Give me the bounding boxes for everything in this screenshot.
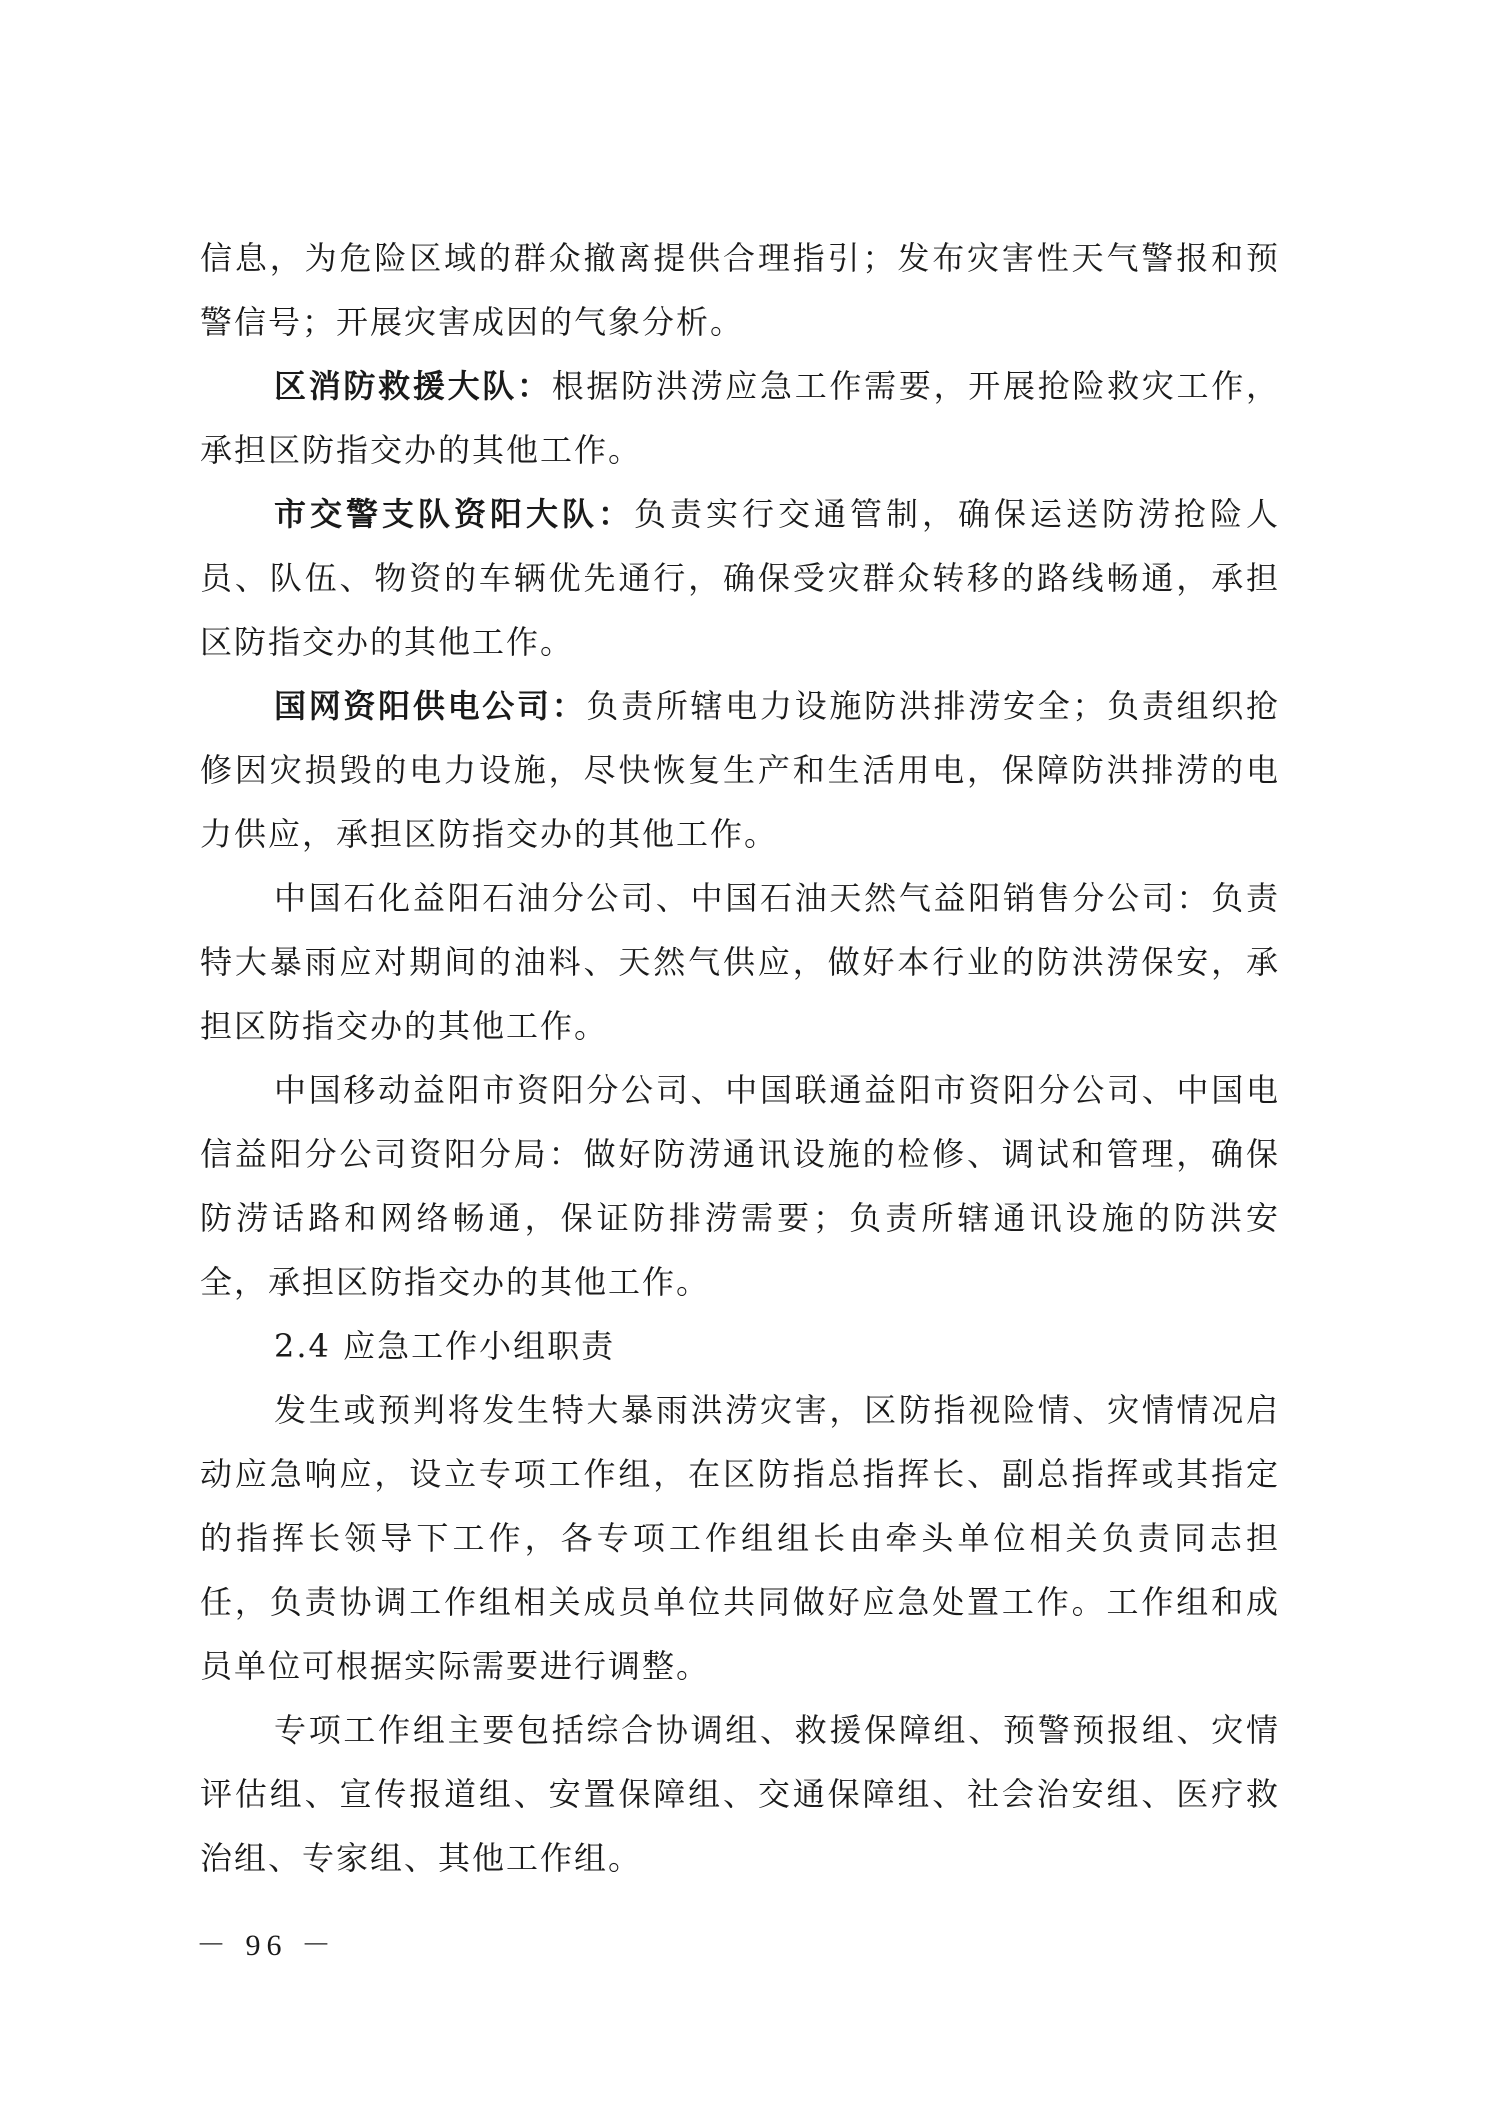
paragraph-text: 负责实行交通管制，确保运送防涝抢险人员、队伍、物资的车辆优先通行，确保受灾群众转移的路线畅通，承担区防指交办的其他工作。 (200, 495, 1280, 661)
paragraph-text: 中国石化益阳石油分公司、中国石油天然气益阳销售分公司：负责特大暴雨应对期间的油料、天然气供应，做好本行业的防洪涝保安，承担区防指交办的其他工作。 (200, 879, 1280, 1045)
paragraph-weather-continued (200, 226, 1280, 354)
paragraph-text: 根据防洪涝应急工作需要，开展抢险救灾工作，承担区防指交办的其他工作。 (200, 367, 1280, 469)
paragraph-text: 专项工作组主要包括综合协调组、救援保障组、预警预报组、灾情评估组、宣传报道组、安置保障组、交通保障组、社会治安组、医疗救治组、专家组、其他工作组。 (200, 1711, 1280, 1877)
document-body (200, 226, 1280, 1890)
page-number: － 96 － (196, 1929, 337, 1962)
paragraph-petroleum (200, 866, 1280, 1058)
paragraph-text: 信息，为危险区域的群众撤离提供合理指引；发布灾害性天气警报和预警信号；开展灾害成因的气象分析。 (200, 239, 1280, 341)
section-heading: 2.4 应急工作小组职责 (274, 1327, 616, 1365)
paragraph-traffic-police (200, 482, 1280, 674)
paragraph-power-supply (200, 674, 1280, 866)
paragraph-working-groups-list (200, 1698, 1280, 1890)
paragraph-lead: 国网资阳供电公司： (274, 687, 587, 725)
paragraph-lead: 市交警支队资阳大队： (274, 495, 634, 533)
paragraph-text: 中国移动益阳市资阳分公司、中国联通益阳市资阳分公司、中国电信益阳分公司资阳分局：做好防涝通讯设施的检修、调试和管理，确保防涝话路和网络畅通，保证防排涝需要；负责所辖通讯设施的防洪安全，承担区防指交办的其他工作。 (200, 1071, 1280, 1301)
paragraph-text: 发生或预判将发生特大暴雨洪涝灾害，区防指视险情、灾情情况启动应急响应，设立专项工作组，在区防指总指挥长、副总指挥或其指定的指挥长领导下工作，各专项工作组组长由牵头单位相关负责同志担任，负责协调工作组相关成员单位共同做好应急处置工作。工作组和成员单位可根据实际需要进行调整。 (200, 1391, 1280, 1685)
paragraph-text: 负责所辖电力设施防洪排涝安全；负责组织抢修因灾损毁的电力设施，尽快恢复生产和生活用电，保障防洪排涝的电力供应，承担区防指交办的其他工作。 (200, 687, 1280, 853)
paragraph-telecom (200, 1058, 1280, 1314)
paragraph-lead: 区消防救援大队： (274, 367, 552, 405)
paragraph-working-groups-setup (200, 1378, 1280, 1698)
paragraph-fire-rescue (200, 354, 1280, 482)
